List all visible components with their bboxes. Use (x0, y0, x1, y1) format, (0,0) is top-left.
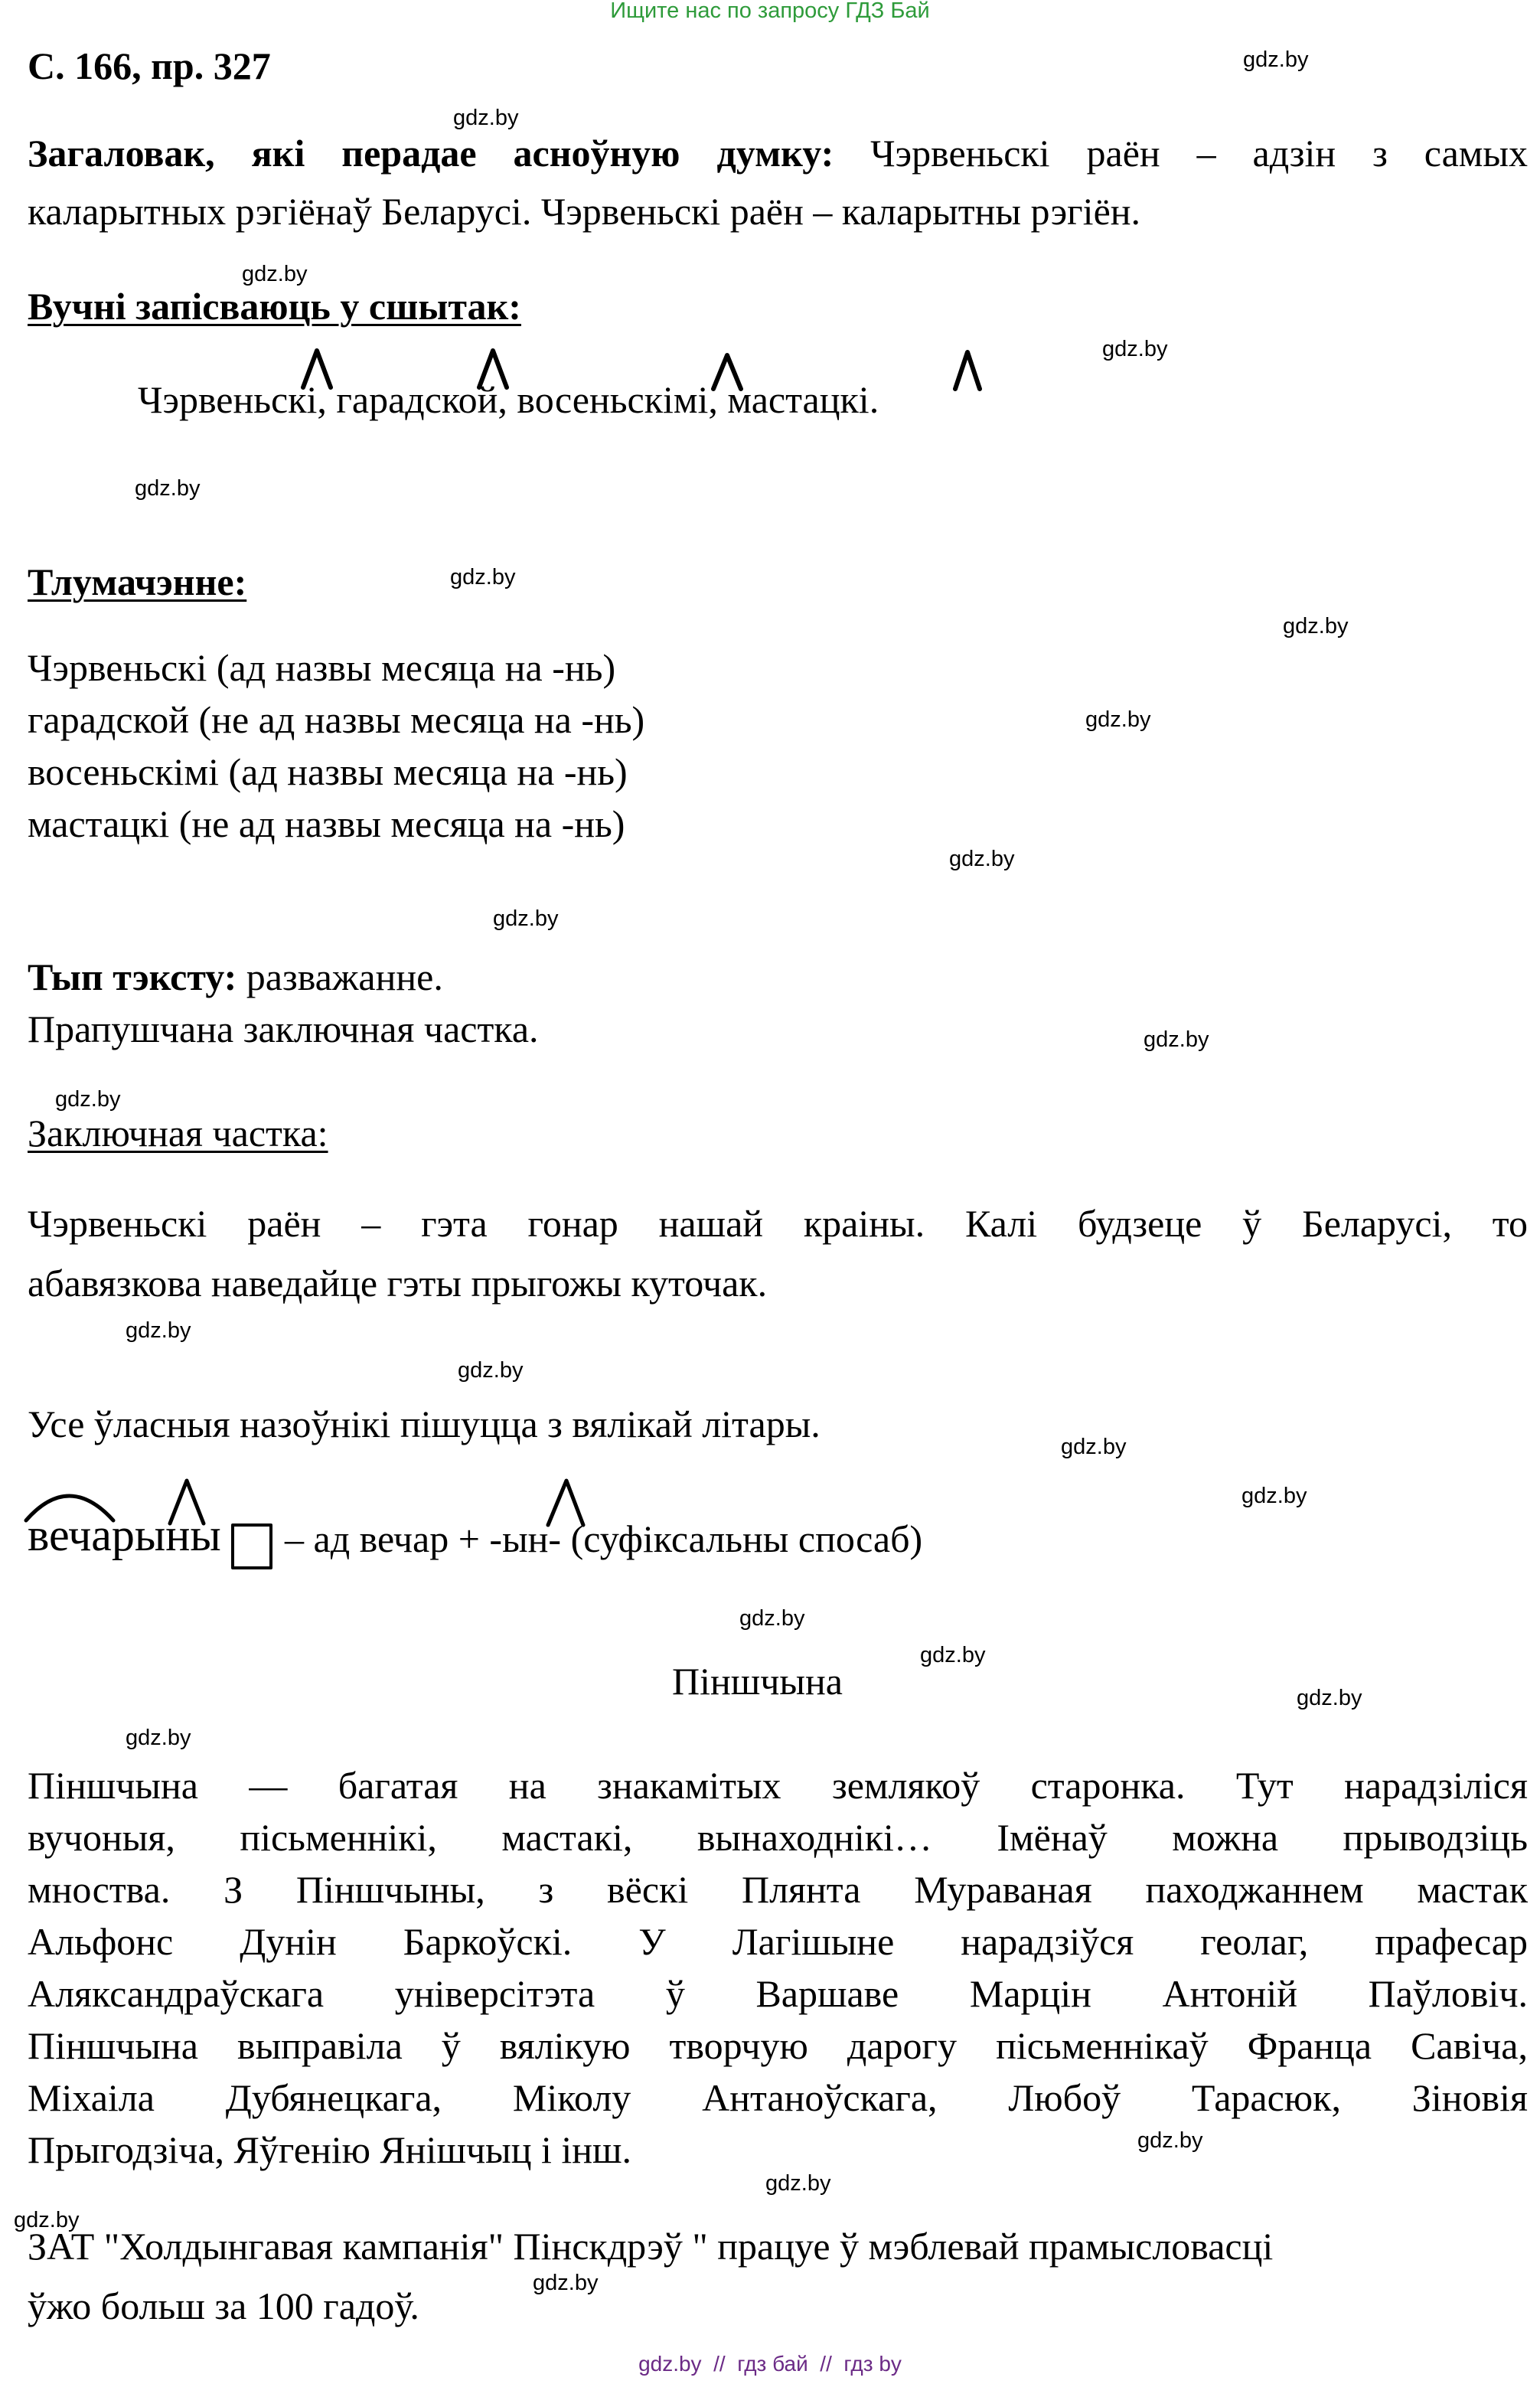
watermark: gdz.by (1297, 1686, 1362, 1710)
explanation-line-3: восеньскімі (ад назвы месяца на -нь) (28, 750, 628, 793)
footer-links[interactable]: gdz.by // гдз бай // гдз by (638, 2352, 902, 2376)
watermark: gdz.by (1085, 707, 1151, 732)
article-body (28, 1759, 1528, 2176)
watermark: gdz.by (1144, 1027, 1209, 1052)
analysed-word: вечарыны (28, 1510, 221, 1560)
watermark: gdz.by (1137, 2128, 1203, 2153)
watermark: gdz.by (242, 262, 308, 286)
watermark: gdz.by (533, 2271, 599, 2295)
watermark: gdz.by (126, 1726, 191, 1750)
text-type-label: Тып тэксту: (28, 955, 237, 998)
watermark: gdz.by (1061, 1435, 1127, 1459)
watermark: gdz.by (739, 1606, 805, 1631)
company-line-2: ўжо больш за 100 гадоў. (28, 2284, 419, 2327)
ending-box (233, 1525, 271, 1568)
article-line: Аляксандраўскага універсітэта ў Варшаве Марцін Антоній Паўловіч. (28, 1972, 1528, 2015)
watermark: gdz.by (14, 2208, 80, 2232)
top-banner[interactable]: Ищите нас по запросу ГДЗ Бай (610, 0, 930, 23)
watermark: gdz.by (1102, 337, 1168, 361)
text-type-value: разважанне. (246, 955, 443, 998)
company-line-1: ЗАТ "Холдынгавая кампанія" Пінскдрэў " працуе ў мэблевай прамысловасці (28, 2225, 1274, 2268)
article-line: мноства. З Піншчыны, з вёскі Плянта Мураваная паходжаннем мастак (28, 1868, 1528, 1911)
watermark: gdz.by (949, 847, 1015, 871)
conclusion-line-1: Чэрвеньскі раён – гэта гонар нашай краіны. Калі будзеце ў Беларусі, то (28, 1202, 1528, 1245)
article-line: Прыгодзіча, Яўгенію Янішчыц і інш. (28, 2128, 631, 2171)
notebook-words: Чэрвеньскі, гарадской, восеньскімі, мастацкі. (138, 378, 879, 421)
watermark: gdz.by (126, 1318, 191, 1343)
conclusion-line-2: абавязкова наведайце гэты прыгожы куточак. (28, 1262, 768, 1305)
explanation-line-1: Чэрвеньскі (ад назвы месяца на -нь) (28, 646, 616, 689)
watermark: gdz.by (1241, 1484, 1307, 1508)
watermark: gdz.by (1243, 47, 1309, 72)
title-label: Загаловак, які перадае асноўную думку: (28, 132, 834, 175)
explanation-label: Тлумачэнне: (28, 560, 247, 603)
title-line-2: каларытных рэгіёнаў Беларусі. Чэрвеньскі раён – каларытны рэгіён. (28, 190, 1141, 233)
explanation-line-4: мастацкі (не ад назвы месяца на -нь) (28, 802, 625, 845)
article-line: вучоныя, пісьменнікі, мастакі, вынаходнікі… Імёнаў можна прыводзіць (28, 1816, 1528, 1859)
watermark: gdz.by (1283, 614, 1349, 638)
watermark: gdz.by (920, 1643, 986, 1667)
text-type (28, 951, 443, 1003)
word-analysis-text: – ад вечар + -ын- (суфіксальны спосаб) (285, 1517, 923, 1560)
article-title: Піншчына (672, 1660, 843, 1703)
notebook-label: Вучні запісваюць у сшытак: (28, 285, 521, 328)
watermark: gdz.by (453, 106, 519, 130)
article-line: Піншчына — багатая на знакамітых землякоў старонка. Тут нарадзіліся (28, 1764, 1528, 1807)
watermark: gdz.by (55, 1087, 121, 1112)
watermark: gdz.by (765, 2171, 831, 2196)
missing-part-note: Прапушчана заключная частка. (28, 1007, 539, 1050)
suffix-mark-4 (955, 352, 980, 389)
rule-note: Усе ўласныя назоўнікі пішуцца з вялікай літары. (28, 1403, 821, 1445)
explanation-line-2: гарадской (не ад назвы месяца на -нь) (28, 698, 645, 741)
article-line: Піншчына выправіла ў вялікую творчую дарогу пісьменнікаў Франца Савіча, (28, 2024, 1528, 2067)
article-line: Міхаіла Дубянецкага, Міколу Антаноўскага, Любоў Тарасюк, Зіновія (28, 2076, 1528, 2119)
title-text-1: Чэрвеньскі раён – адзін з самых (870, 132, 1529, 175)
watermark: gdz.by (450, 565, 516, 589)
title-line-1 (28, 127, 1528, 179)
watermark: gdz.by (135, 476, 201, 501)
conclusion-label: Заключная частка: (28, 1112, 328, 1154)
page-heading: С. 166, пр. 327 (28, 44, 271, 87)
watermark: gdz.by (493, 906, 559, 931)
watermark: gdz.by (458, 1358, 524, 1383)
article-line: Альфонс Дунін Баркоўскі. У Лагішыне нарадзіўся геолаг, прафесар (28, 1920, 1528, 1963)
